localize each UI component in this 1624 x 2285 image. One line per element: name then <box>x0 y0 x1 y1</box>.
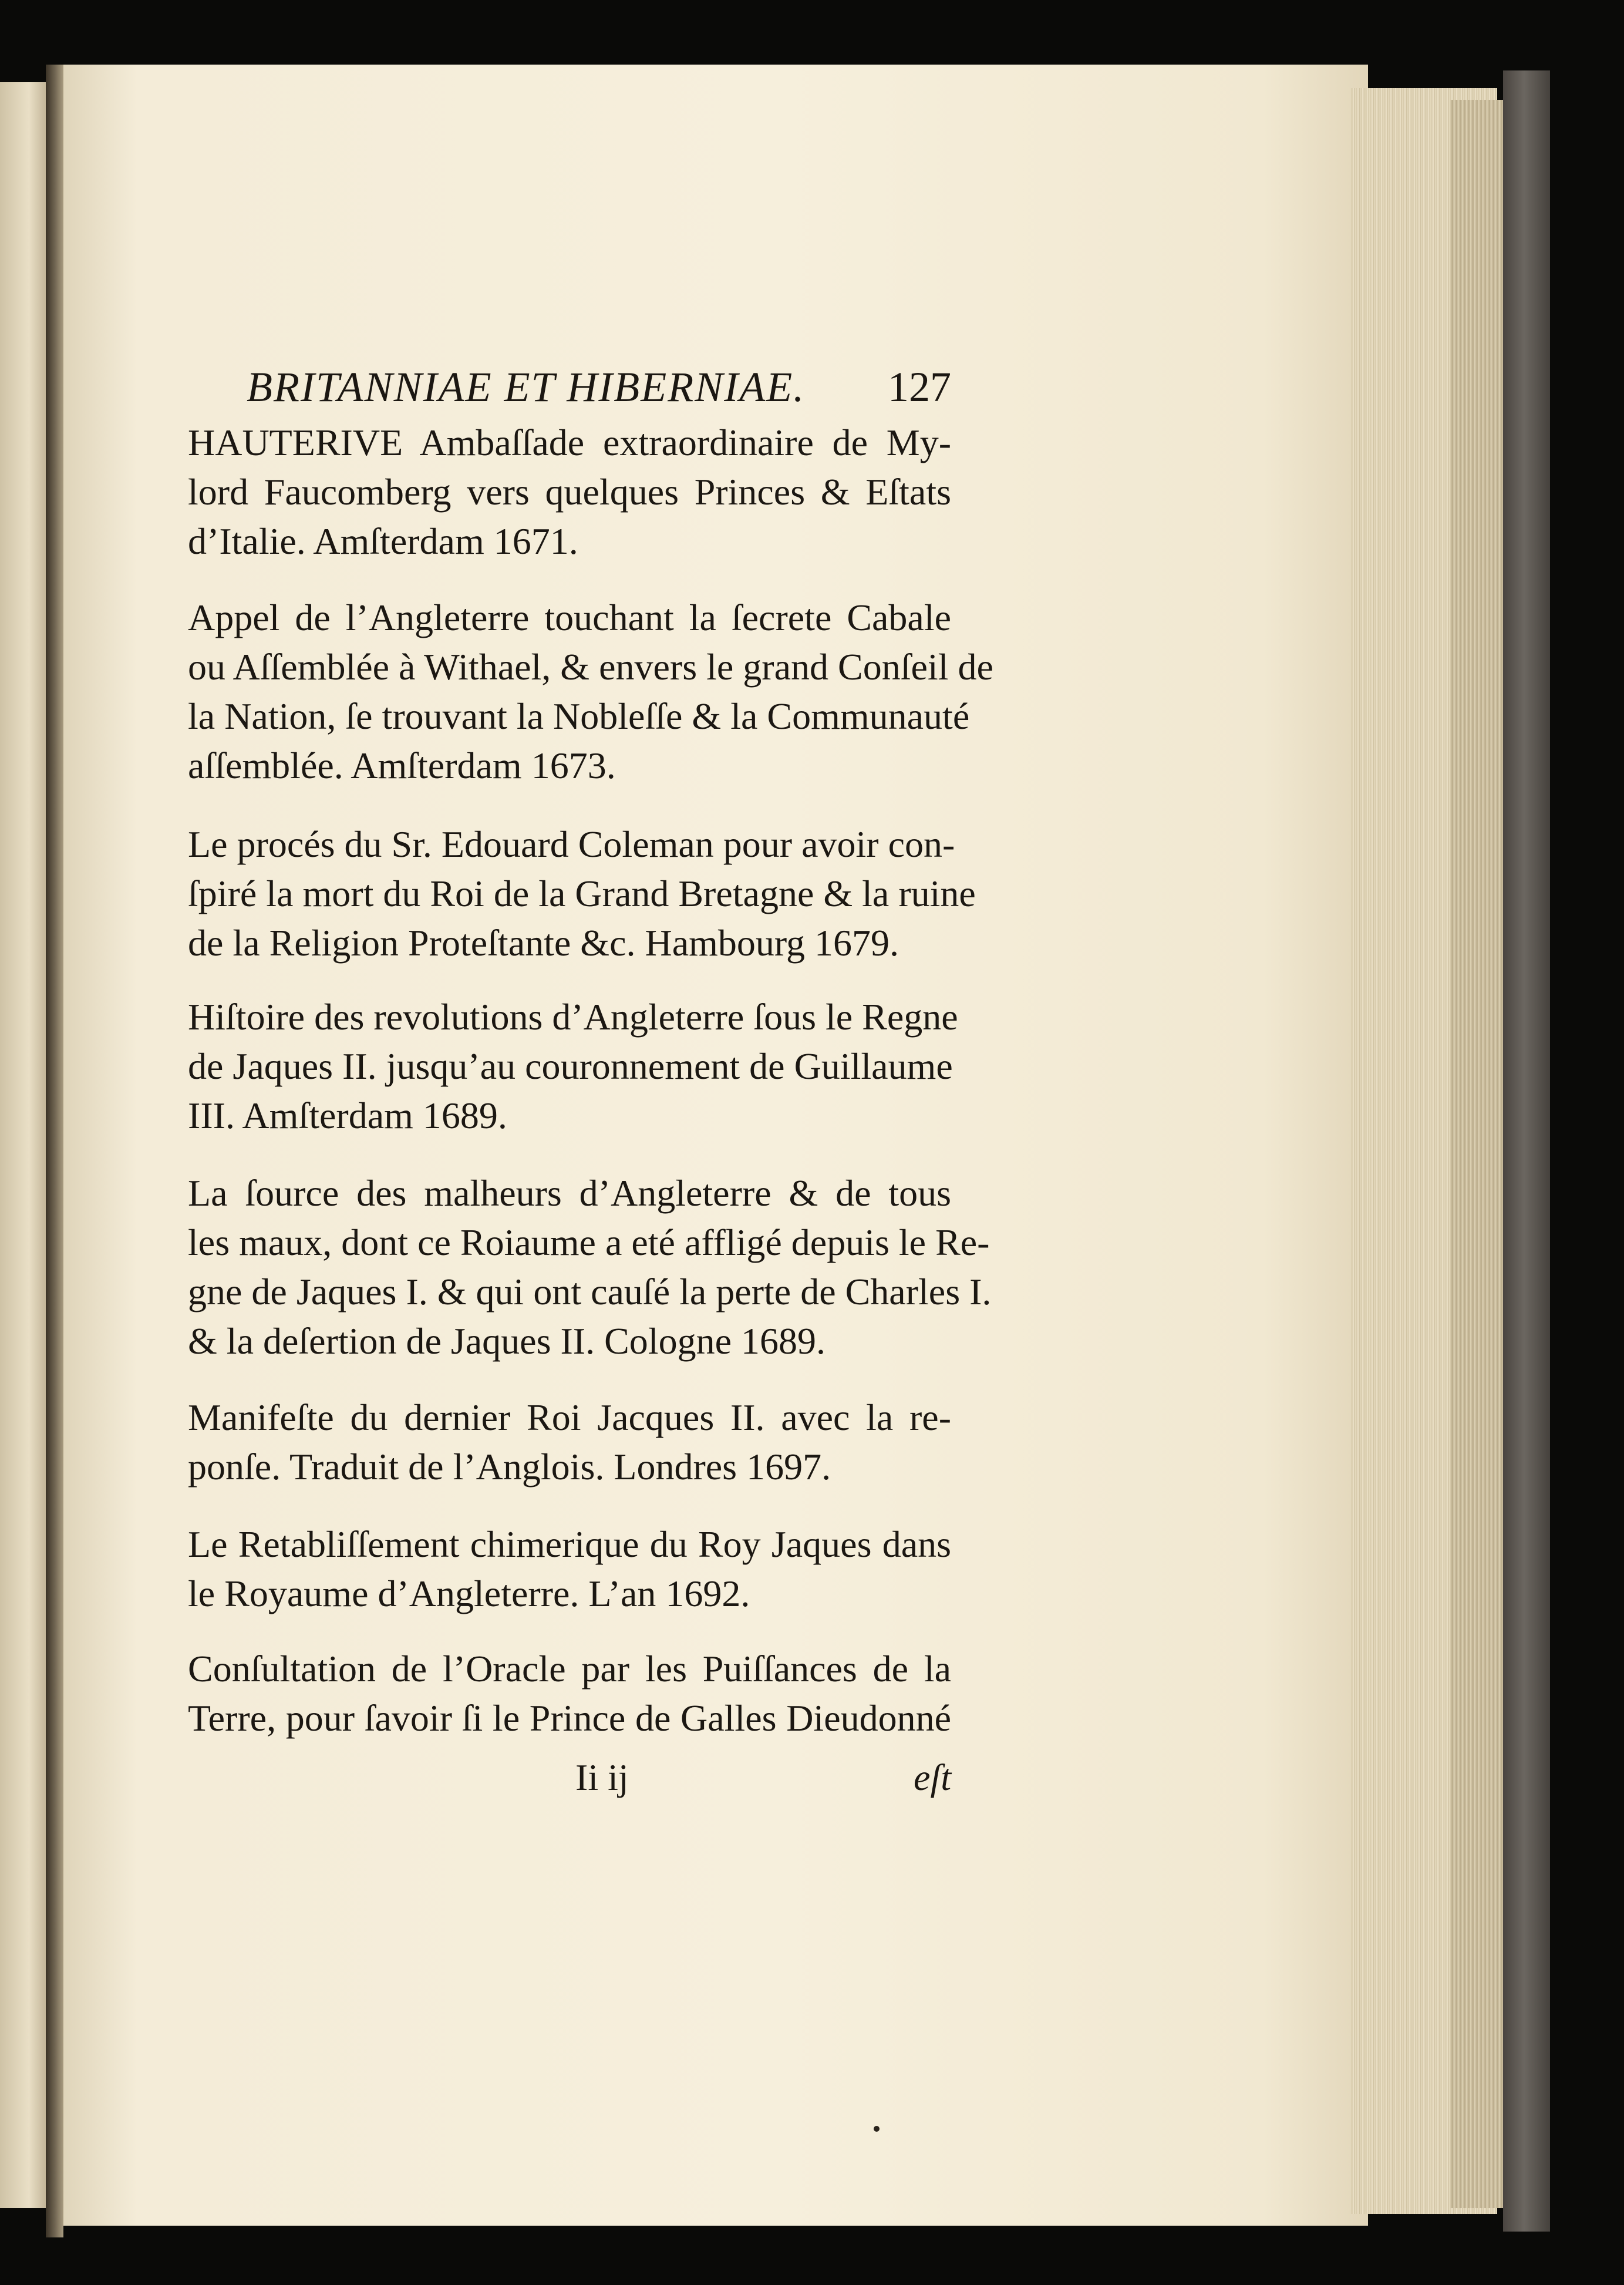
bibliography-entry <box>188 1393 951 1492</box>
entry-line: le Royaume d’Angleterre. L’an 1692. <box>188 1573 750 1614</box>
catchword: eſt <box>914 1756 951 1798</box>
entry-line: Appel de l’Angleterre touchant la ſecrete Cabale <box>188 597 951 638</box>
page-number: 127 <box>888 364 951 410</box>
bibliography-entry <box>188 1520 951 1618</box>
entry-line: Le Retabliſſement chimerique du Roy Jaques dans <box>188 1523 951 1565</box>
entry-line: aſſemblée. Amſterdam 1673. <box>188 745 616 786</box>
bibliography-entry <box>188 1169 992 1366</box>
entry-line: Hiſtoire des revolutions d’Angleterre ſous le Regne <box>188 996 958 1038</box>
entry-line: d’Italie. Amſterdam 1671. <box>188 520 578 562</box>
entry-line: HAUTERIVE Ambaſſade extraordinaire de My- <box>188 422 951 463</box>
entry-line: La ſource des malheurs d’Angleterre & de tous <box>188 1172 951 1214</box>
entry-line: Terre, pour ſavoir ſi le Prince de Galles Dieudonné <box>188 1697 951 1739</box>
running-header <box>247 352 951 417</box>
running-title: BRITANNIAE ET HIBERNIAE. <box>247 364 806 410</box>
bibliography-entry <box>188 1644 951 1743</box>
left-facing-page <box>0 82 48 2208</box>
ink-speck <box>874 2126 880 2132</box>
signature-mark: Ii ij <box>575 1756 629 1798</box>
entry-line: ou Aſſemblée à Withael, & envers le grand Conſeil de <box>188 646 993 688</box>
entry-line: ponſe. Traduit de l’Anglois. Londres 1697. <box>188 1446 831 1488</box>
entry-line: ſpiré la mort du Roi de la Grand Bretagne & la ruine <box>188 873 976 914</box>
entry-line: & la deſertion de Jaques II. Cologne 1689. <box>188 1320 826 1362</box>
entry-line: de la Religion Proteſtante &c. Hambourg 1679. <box>188 922 899 964</box>
gutter-shadow <box>46 65 63 2237</box>
entry-line: Conſultation de l’Oracle par les Puiſſances de la <box>188 1648 951 1690</box>
entry-line: la Nation, ſe trouvant la Nobleſſe & la Communauté <box>188 695 970 737</box>
entry-line: les maux, dont ce Roiaume a eté affligé depuis le Re- <box>188 1221 990 1263</box>
entry-line: Le procés du Sr. Edouard Coleman pour avoir con- <box>188 823 955 865</box>
bibliography-entry <box>188 418 951 566</box>
bibliography-entry <box>188 992 958 1140</box>
background-right <box>1550 0 1624 2285</box>
entry-line: gne de Jaques I. & qui ont cauſé la perte de Charles I. <box>188 1271 992 1313</box>
book-cover-edge <box>1503 70 1556 2232</box>
bibliography-entry <box>188 593 993 790</box>
bibliography-entry <box>188 820 976 968</box>
entry-line: lord Faucomberg vers quelques Princes & Eſtats <box>188 471 951 513</box>
entry-line: III. Amſterdam 1689. <box>188 1095 507 1136</box>
page-footer <box>188 1756 951 1809</box>
entry-line: Manifeſte du dernier Roi Jacques II. avec la re- <box>188 1396 951 1438</box>
entry-line: de Jaques II. jusqu’au couronnement de Guillaume <box>188 1045 953 1087</box>
